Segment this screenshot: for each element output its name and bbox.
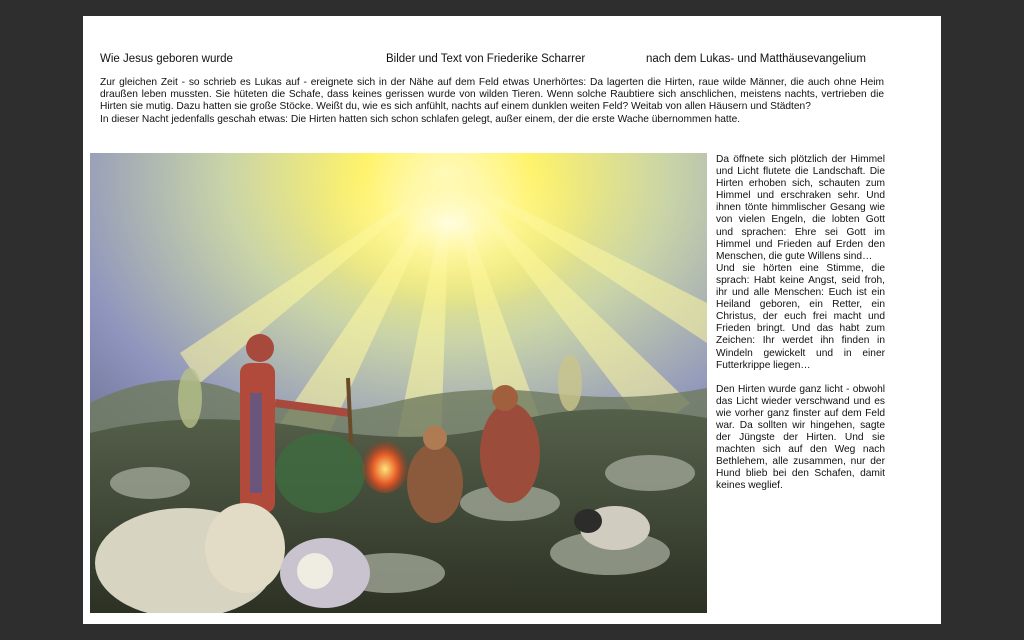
story-paragraph: Und sie hörten eine Stimme, die sprach: Habt keine Angst, seid froh, ihr und alle Menschen: Euch ist ein Heiland geboren, ein Retter, ein Christus, der euch frei macht und Frieden bringt. Und das habt zum Zeichen: Ihr werdet ihn finden in Windeln gewickelt und in einer Futterkrippe liegen… (716, 262, 885, 371)
source-note: nach dem Lukas- und Matthäusevangelium (646, 53, 866, 65)
intro-paragraph: Zur gleichen Zeit - so schrieb es Lukas auf - ereignete sich in der Nähe auf dem Feld etwas Unerhörtes: Da lagerten die Hirten, raue wilde Männer, die auch ohne Heim draußen leben mussten. Sie hüteten die Schafe, dass keines gerissen wurde von wilden Tieren. Wenn solche Raubtiere sich anschlichen, meistens nachts, vertrieben die Hirten sie mutig. Dazu hatten sie große Stöcke. Weißt du, wie es sich anfühlt, nachts auf einem dunklen weiten Feld? Weitab von allen Häusern und Städten? (100, 77, 884, 113)
author-credit: Bilder und Text von Friederike Scharrer (386, 53, 586, 65)
shepherds-illustration (90, 153, 707, 613)
intro-paragraph: In dieser Nacht jedenfalls geschah etwas: Die Hirten hatten sich schon schlafen gelegt, außer einem, der die erste Wache übernommen hatte. (100, 113, 741, 125)
story-paragraph: Da öffnete sich plötzlich der Himmel und Licht flutete die Landschaft. Die Hirten erhoben sich, schauten zum Himmel und erschraken sehr. Und ihnen tönte himmlischer Gesang wie von vielen Engeln, die lobten Gott und sprachen: Ehre sei Gott im Himmel und Frieden auf Erden den Menschen, die gute Willens sind… (716, 154, 885, 262)
document-page (83, 16, 941, 624)
story-text (716, 154, 885, 493)
page-title: Wie Jesus geboren wurde (100, 53, 233, 65)
story-paragraph: Den Hirten wurde ganz licht - obwohl das Licht wieder verschwand und es wie vorher ganz finster auf dem Feld war. Da sollten wir hingehen, sagte der Jüngste der Hirten. Und sie machten sich auf den Weg nach Bethlehem, alle zusammen, nur der Hund blieb bei den Schafen, damit keines weglief. (716, 383, 885, 492)
intro-text (100, 77, 884, 126)
watercolor-painting (90, 153, 707, 613)
